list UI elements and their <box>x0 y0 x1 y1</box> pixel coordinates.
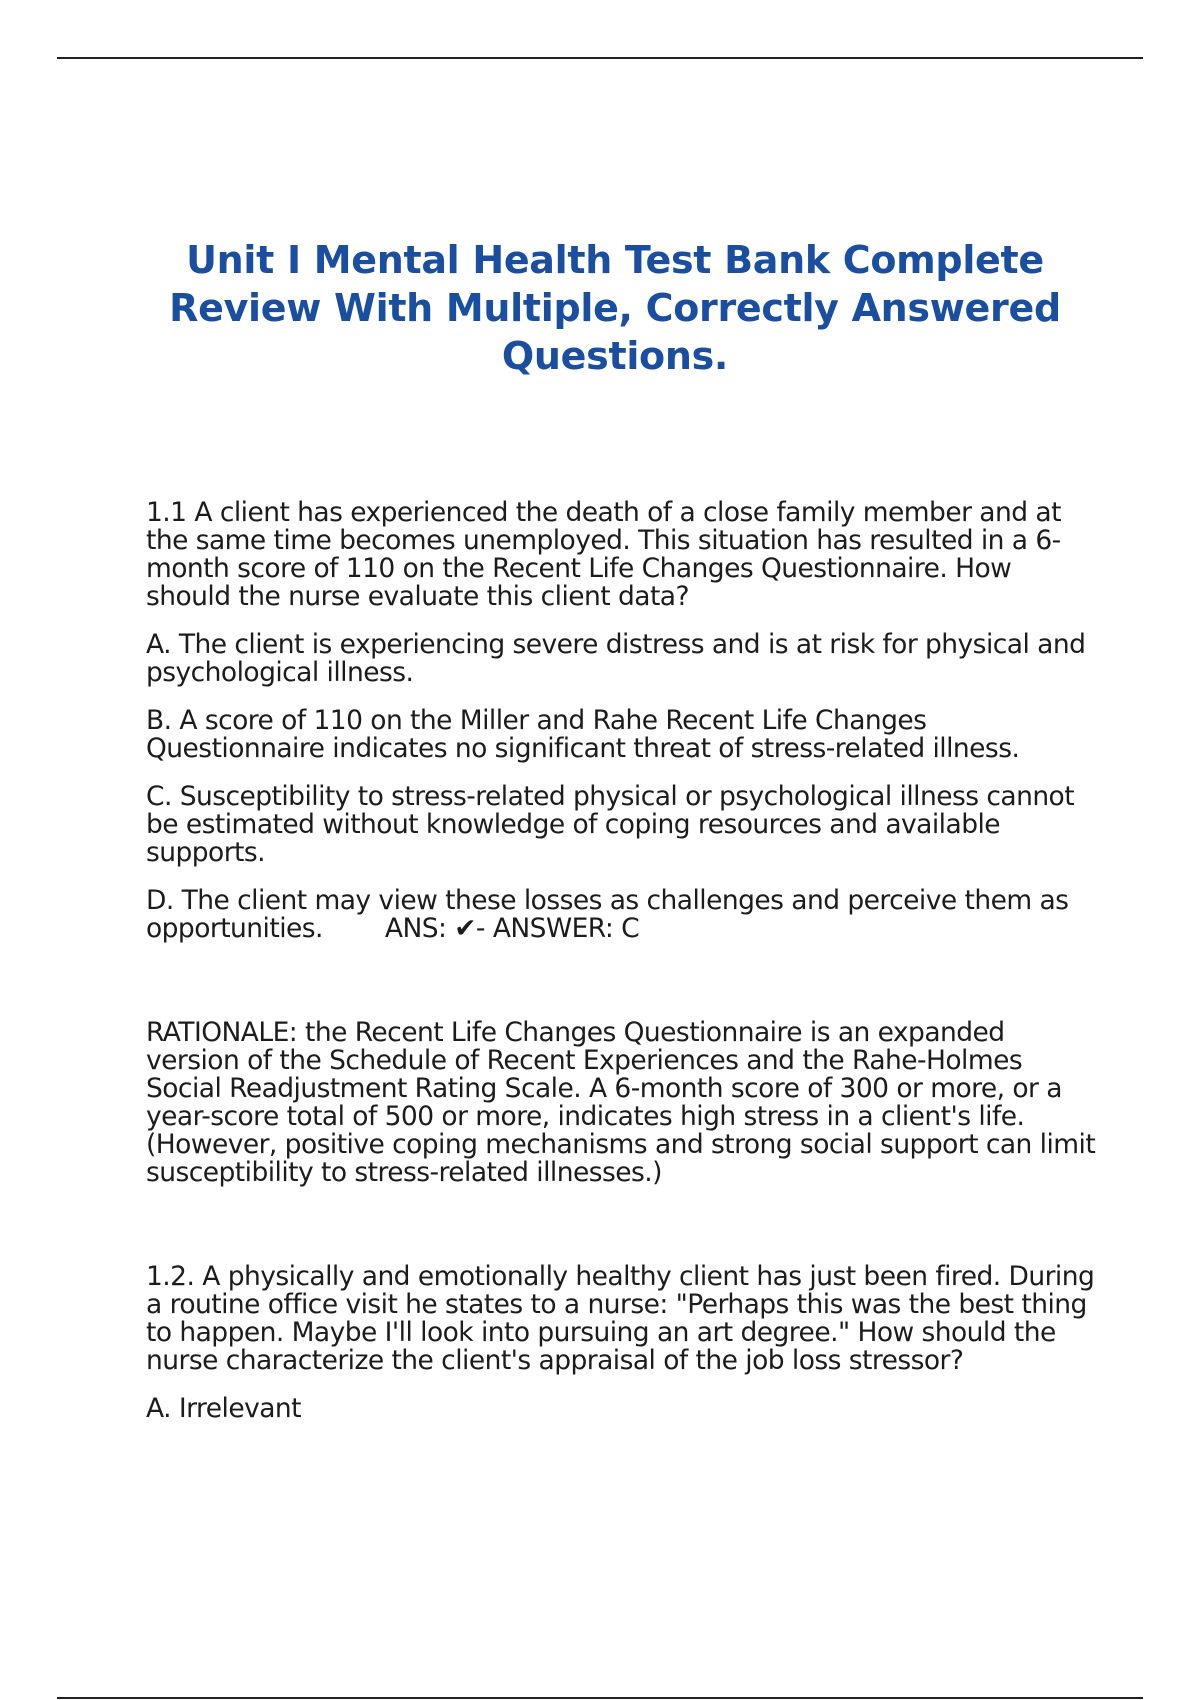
question-2-option-a: A. Irrelevant <box>146 1393 301 1424</box>
question-1-stem: 1.1 A client has experienced the death of a close family member and at the same time becomes unemployed. This situation has resulted in a 6-month score of 110 on the Recent Life Changes Questionnaire. How should the nurse evaluate this client data? <box>146 497 1061 612</box>
question-1-answer: ANS: ✔- ANSWER: C <box>384 913 640 944</box>
document-title: Unit I Mental Health Test Bank Complete Review With Multiple, Correctly Answered Questions. <box>169 238 1061 378</box>
spacer <box>146 963 1096 1019</box>
top-rule <box>57 57 1143 59</box>
question-1-rationale: RATIONALE: the Recent Life Changes Questionnaire is an expanded version of the Schedule of Recent Experiences and the Rahe-Holmes Social Readjustment Rating Scale. A 6-month score of 300 or more, or a year-score total of 500 or more, indicates high stress in a client's life. (However, positive coping mechanisms and strong social support can limit susceptibility to stress-related illnesses.) <box>146 1017 1096 1188</box>
question-1-option-a: A. The client is experiencing severe distress and is at risk for physical and psychological illness. <box>146 629 1086 688</box>
question-content <box>146 499 1096 1443</box>
spacer <box>146 1207 1096 1263</box>
question-1-option-b: B. A score of 110 on the Miller and Rahe Recent Life Changes Questionnaire indicates no significant threat of stress-related illness. <box>146 705 1020 764</box>
question-1-option-d-line <box>146 887 1096 943</box>
question-1-option-c: C. Susceptibility to stress-related physical or psychological illness cannot be estimated without knowledge of coping resources and available supports. <box>146 781 1075 868</box>
question-1-option-d: D. The client may view these losses as challenges and perceive them as opportunities. <box>146 885 1069 944</box>
bottom-rule <box>57 1697 1143 1699</box>
question-2-stem: 1.2. A physically and emotionally healthy client has just been fired. During a routine office visit he states to a nurse: "Perhaps this was the best thing to happen. Maybe I'll look into pursuing an art degree." How should the nurse characterize the client's appraisal of the job loss stressor? <box>146 1261 1095 1376</box>
